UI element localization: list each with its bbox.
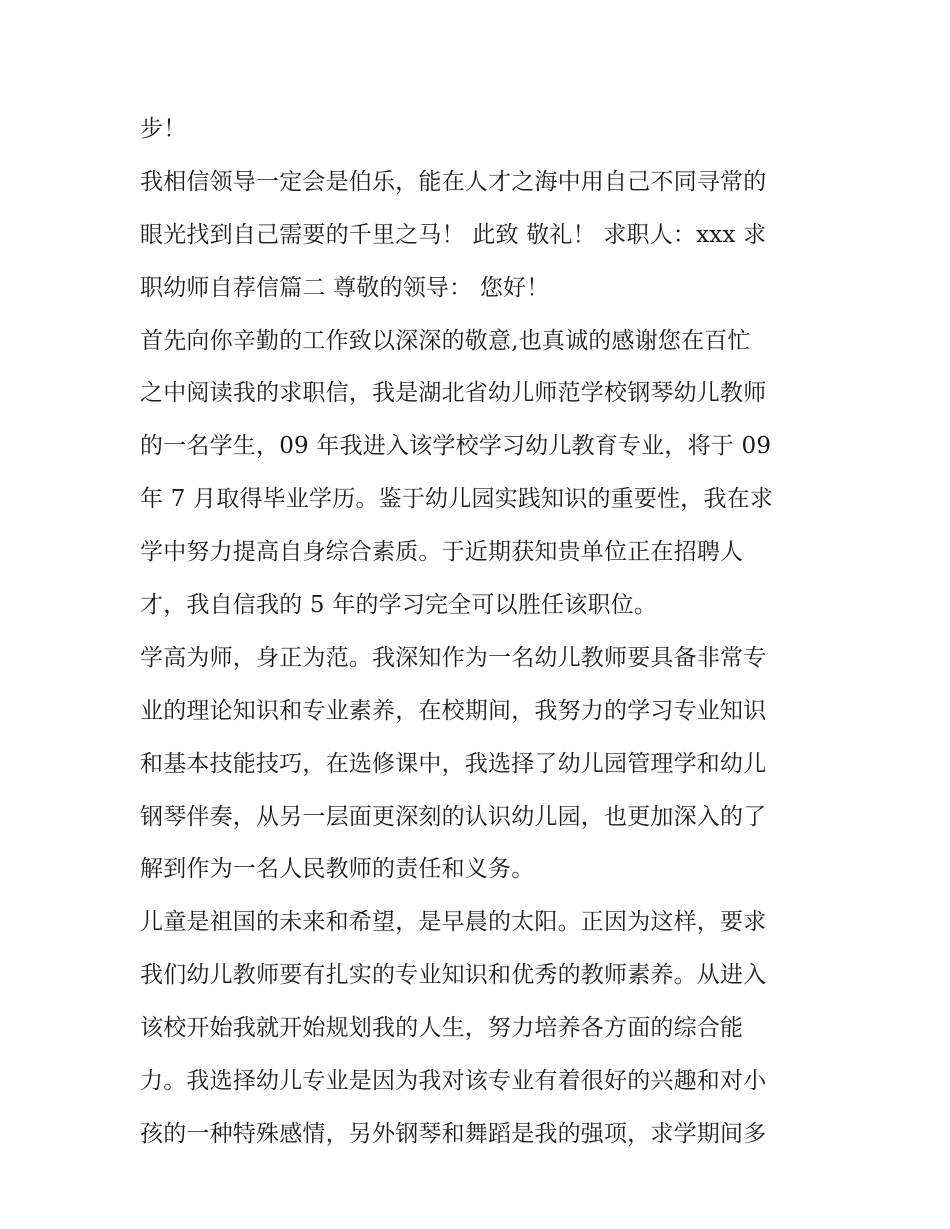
- text-line: 钢琴伴奏，从另一层面更深刻的认识幼儿园，也更加深入的了: [140, 803, 767, 830]
- text-line: 职幼师自荐信篇二 尊敬的领导： 您好！: [140, 274, 550, 301]
- text-line: 孩的一种特殊感情，另外钢琴和舞蹈是我的强项，求学期间多: [140, 1120, 767, 1147]
- text-line: 我相信领导一定会是伯乐，能在人才之海中用自己不同寻常的: [140, 168, 767, 195]
- text-line: 和基本技能技巧，在选修课中，我选择了幼儿园管理学和幼儿: [140, 750, 767, 777]
- body-text: [140, 108, 820, 1166]
- text-line: 该校开始我就开始规划我的人生，努力培养各方面的综合能: [140, 1015, 744, 1042]
- text-line: 儿童是祖国的未来和希望，是早晨的太阳。正因为这样，要求: [140, 909, 767, 936]
- text-line: 力。我选择幼儿专业是因为我对该专业有着很好的兴趣和对小: [140, 1068, 767, 1095]
- text-line: 才，我自信我的 5 年的学习完全可以胜任该职位。: [140, 592, 658, 619]
- text-line: 解到作为一名人民教师的责任和义务。: [140, 856, 535, 883]
- text-line: 业的理论知识和专业素养，在校期间，我努力的学习专业知识: [140, 697, 767, 724]
- text-line: 眼光找到自己需要的千里之马！ 此致 敬礼！ 求职人：xxx 求: [140, 221, 767, 248]
- text-line: 的一名学生，09 年我进入该学校学习幼儿教育专业，将于 09: [140, 433, 772, 460]
- text-line: 学高为师，身正为范。我深知作为一名幼儿教师要具备非常专: [140, 644, 767, 671]
- text-line: 学中努力提高自身综合素质。于近期获知贵单位正在招聘人: [140, 539, 744, 566]
- text-line: 首先向你辛勤的工作致以深深的敬意,也真诚的感谢您在百忙: [140, 327, 751, 354]
- text-line: 步！: [140, 116, 187, 142]
- text-line: 我们幼儿教师要有扎实的专业知识和优秀的教师素养。从进入: [140, 962, 767, 989]
- text-line: 年 7 月取得毕业学历。鉴于幼儿园实践知识的重要性，我在求: [140, 486, 774, 513]
- text-line: 之中阅读我的求职信，我是湖北省幼儿师范学校钢琴幼儿教师: [140, 380, 767, 407]
